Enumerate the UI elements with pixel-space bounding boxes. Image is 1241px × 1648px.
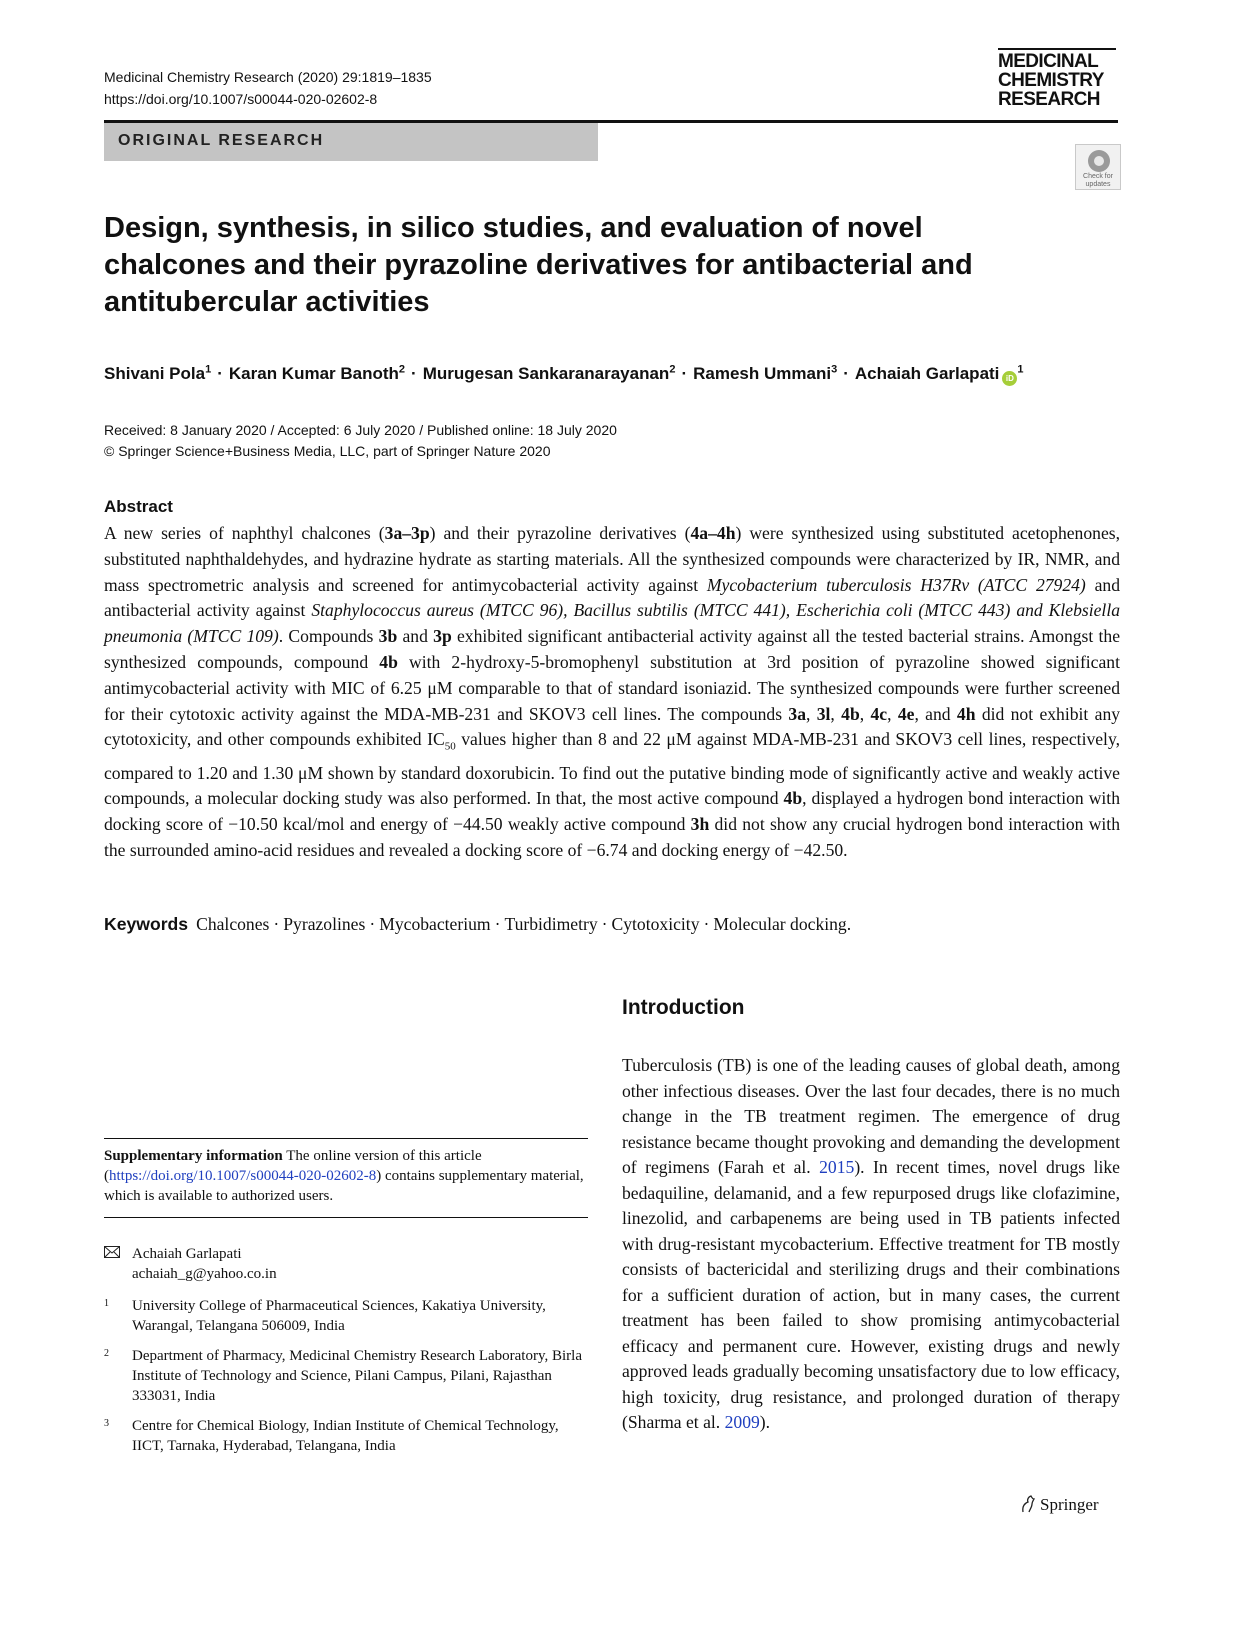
publisher-name: Springer (1040, 1495, 1099, 1514)
introduction-text: Tuberculosis (TB) is one of the leading causes of global death, among other infectious diseases. Over the last four decades, there is no much change in the TB treatment regimen. The emergence of drug resistance became thought provoking and demanding the development of regimens (Farah et al. 2015). In recent times, novel drugs like bedaquiline, delamanid, and a few repurposed drugs like clofazimine, linezolid, and carbapenems are being used in TB patients infected with drug-resistant mycobacterium. Effective treatment for TB mostly consists of bactericidal and sterilizing drugs and their combinations for a sufficient duration of action, but in many cases, the current treatment has been failed to show promising antimycobacterial efficacy and permanent cure. However, existing drugs and newly approved leads gradually becoming unsatisfactory due to low efficacy, high toxicity, drug resistance, and prolonged duration of therapy (Sharma et al. 2009). (622, 1055, 1120, 1432)
logo-line: RESEARCH (998, 89, 1100, 110)
keyword: Turbidimetry (504, 914, 598, 934)
check-for-updates-button[interactable] (1075, 144, 1121, 190)
keywords: Keywords Chalcones · Pyrazolines · Mycobacterium · Turbidimetry · Cytotoxicity · Molecular docking. (104, 914, 852, 934)
footnote-divider (104, 1217, 588, 1218)
copyright-line: © Springer Science+Business Media, LLC, part of Springer Nature 2020 (104, 443, 551, 459)
check-for-updates-label: Check for updates (1083, 173, 1113, 188)
keyword: Chalcones (196, 914, 270, 934)
abstract-text: A new series of naphthyl chalcones (3a–3p) and their pyrazoline derivatives (4a–4h) were synthesized using substituted acetophenones, substituted naphthaldehydes, and hydrazine hydrate as starting materials. All the synthesized compounds were characterized by IR, NMR, and mass spectrometric analysis and screened for antimycobacterial activity against Mycobacterium tuberculosis H37Rv (ATCC 27924) and antibacterial activity against Staphylococcus aureus (MTCC 96), Bacillus subtilis (MTCC 441), Escherichia coli (MTCC 443) and Klebsiella pneumonia (MTCC 109). Compounds 3b and 3p exhibited significant antibacterial activity against all the tested bacterial strains. Amongst the synthesized compounds, compound 4b with 2-hydroxy-5-bromophenyl substitution at 3rd position of pyrazoline showed significant antimycobacterial activity with MIC of 6.25 μM comparable to that of standard isoniazid. The synthesized compounds were further screened for their cytotoxic activity against the MDA-MB-231 and SKOV3 cell lines. The compounds 3a, 3l, 4b, 4c, 4e, and 4h did not exhibit any cytotoxicity, and other compounds exhibited $IC_{50}$ values higher than 8 and 22 μM against MDA-MB-231 and SKOV3 cell lines, respectively, compared to 1.20 and 1.30 μM shown by standard doxorubicin. To find out the putative binding mode of significantly active and weakly active compounds, a molecular docking study was also performed. In that, the most active compound 4b, displayed a hydrogen bond interaction with docking score of −10.50 kcal/mol and energy of −44.50 weakly active compound 3h did not show any crucial hydrogen bond interaction with the surrounded amino-acid residues and revealed a docking score of −6.74 and docking energy of −42.50. (104, 523, 1121, 861)
corresponding-author (104, 1244, 594, 1286)
author: Shivani Pola$^1$ (104, 363, 212, 383)
logo-line: MEDICINAL (998, 51, 1099, 72)
envelope-icon (104, 1246, 120, 1258)
author: Ramesh Ummani$^3$ (693, 363, 838, 383)
springer-horse-icon (1020, 1494, 1036, 1514)
author-list: Shivani Pola$^1$ · Karan Kumar Banoth$^2$ · Murugesan Sankaranarayanan$^2$ · Ramesh Ummani$^3$ · Achaiah Garlapati $iD^1$ (104, 357, 1124, 386)
journal-citation: Medicinal Chemistry Research (2020) 29:1819–1835 (104, 69, 432, 85)
keyword: Molecular docking. (713, 914, 852, 934)
affiliation: 2 Department of Pharmacy, Medicinal Chemistry Research Laboratory, Birla Institute of Technology and Science, Pilani Campus, Pilani, Rajasthan 333031, India (104, 1348, 582, 1404)
article-title: Design, synthesis, in silico studies, and evaluation of novel chalcones and their pyrazoline derivatives for antibacterial and antitubercular activities (104, 212, 973, 318)
keyword: Pyrazolines (283, 914, 366, 934)
keywords-label: Keywords (104, 914, 189, 934)
update-icon (1088, 150, 1110, 172)
dates-line: Received: 8 January 2020 / Accepted: 6 July 2020 / Published online: 18 July 2020 (104, 422, 617, 438)
logo-line: CHEMISTRY (998, 70, 1104, 91)
author: Achaiah Garlapati $iD^1$ (855, 364, 1024, 383)
orcid-icon[interactable]: iD (1002, 371, 1017, 386)
footnote-divider (104, 1138, 588, 1139)
journal-logo (998, 48, 1116, 109)
supplementary-info: Supplementary information The online version of this article (https://doi.org/10.1007/s00044-020-02602-8) contains supplementary material, which is available to authorized users. (104, 1148, 584, 1204)
abstract-heading: Abstract (104, 497, 173, 516)
introduction-heading: Introduction (622, 996, 745, 1019)
affiliation: 3 Centre for Chemical Biology, Indian Institute of Chemical Technology, IICT, Tarnaka, Hyderabad, Telangana, India (104, 1418, 559, 1454)
publisher-logo (1020, 1494, 1099, 1515)
supplementary-link[interactable]: https://doi.org/10.1007/s00044-020-02602-8 (109, 1168, 377, 1184)
publication-dates (104, 420, 617, 462)
section-label: ORIGINAL RESEARCH (118, 132, 325, 149)
contact-name: Achaiah Garlapati (132, 1246, 242, 1262)
doi-link[interactable]: https://doi.org/10.1007/s00044-020-02602-8 (104, 91, 378, 107)
citation-link[interactable]: 2015 (819, 1157, 855, 1177)
author: Murugesan Sankaranarayanan$^2$ (422, 363, 676, 383)
contact-email[interactable]: achaiah_g@yahoo.co.in (132, 1266, 277, 1282)
citation-link[interactable]: 2009 (724, 1412, 760, 1432)
author: Karan Kumar Banoth$^2$ (228, 363, 406, 383)
affiliation: 1 University College of Pharmaceutical Sciences, Kakatiya University, Warangal, Telangana 506009, India (104, 1298, 546, 1334)
keyword: Cytotoxicity (611, 914, 700, 934)
keyword: Mycobacterium (379, 914, 491, 934)
journal-info (104, 66, 432, 110)
